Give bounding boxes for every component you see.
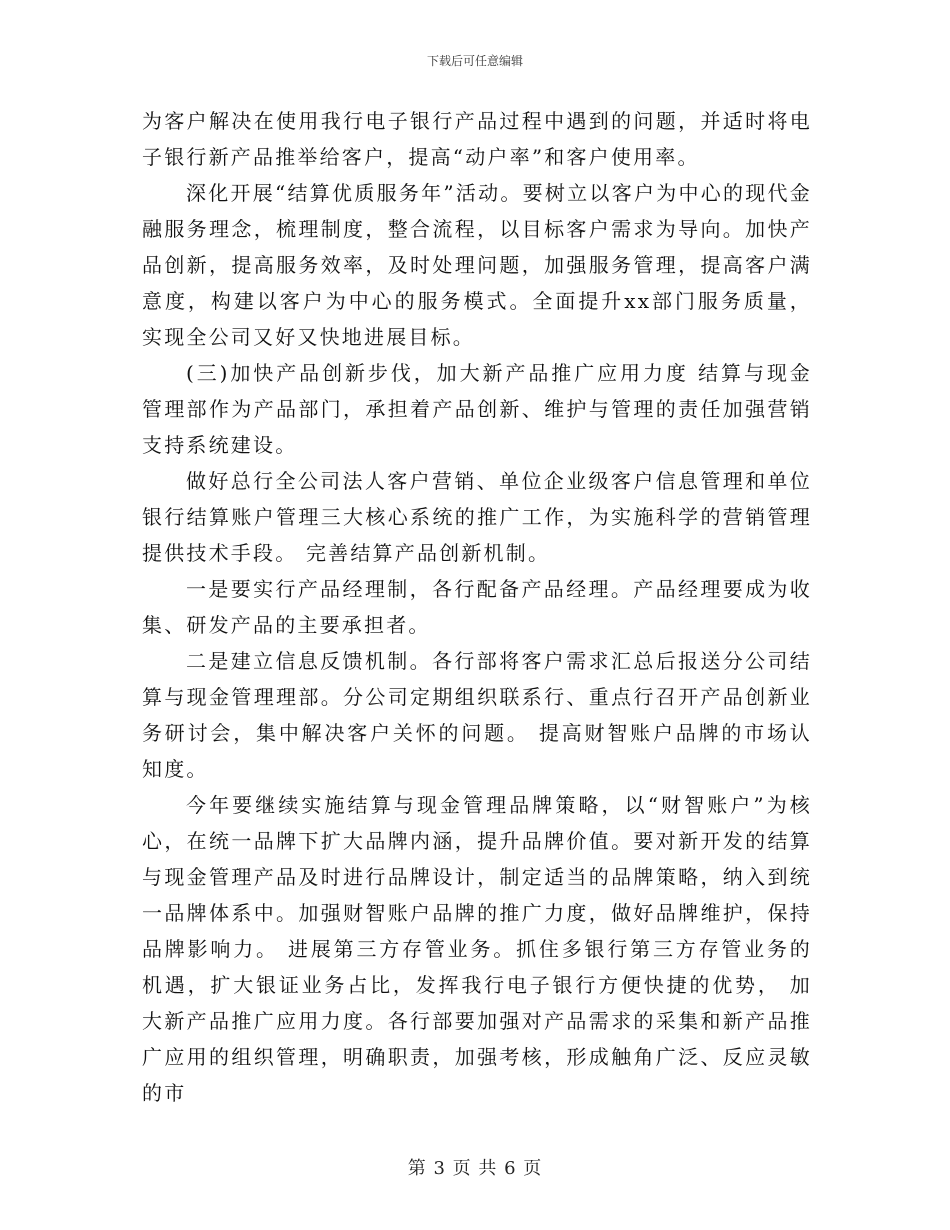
paragraph-5: 一是要实行产品经理制，各行配备产品经理。产品经理要成为收集、研发产品的主要承担者。 xyxy=(142,577,812,637)
paragraph-7: 今年要继续实施结算与现金管理品牌策略，以“财智账户”为核心，在统一品牌下扩大品牌内涵，提升品牌价值。要对新开发的结算与现金管理产品及时进行品牌设计，制定适当的品牌策略，纳入到统一品牌体系中。加强财智账户品牌的推广力度，做好品牌维护，保持品牌影响力。 进展第三方存管业务。抓住多银行第三方存管业务的机遇，扩大银证业务占比，发挥我行电子银行方便快捷的优势， 加大新产品推广应用力度。各行部要加强对产品需求的采集和新产品推广应用的组织管理，明确职责，加强考核，形成触角广泛、反应灵敏的市 xyxy=(142,793,812,1105)
paragraph-3: (三)加快产品创新步伐，加大新产品推广应用力度 结算与现金管理部作为产品部门，承担着产品创新、维护与管理的责任加强营销支持系统建设。 xyxy=(142,361,812,457)
paragraph-6: 二是建立信息反馈机制。各行部将客户需求汇总后报送分公司结算与现金管理理部。分公司定期组织联系行、重点行召开产品创新业务研讨会，集中解决客户关怀的问题。 提高财智账户品牌的市场认知度。 xyxy=(142,649,812,781)
page-header: 下载后可任意编辑 xyxy=(426,54,523,68)
paragraph-2: 深化开展“结算优质服务年”活动。要树立以客户为中心的现代金融服务理念，梳理制度，整合流程，以目标客户需求为导向。加快产品创新，提高服务效率，及时处理问题，加强服务管理，提高客户满意度，构建以客户为中心的服务模式。全面提升xx部门服务质量，实现全公司又好又快地进展目标。 xyxy=(142,181,812,349)
document-body xyxy=(142,103,812,1111)
page-number: 第 3 页 共 6 页 xyxy=(407,1158,543,1179)
paragraph-1: 为客户解决在使用我行电子银行产品过程中遇到的问题，并适时将电子银行新产品推举给客户，提高“动户率”和客户使用率。 xyxy=(142,109,812,169)
paragraph-4: 做好总行全公司法人客户营销、单位企业级客户信息管理和单位银行结算账户管理三大核心系统的推广工作，为实施科学的营销管理提供技术手段。 完善结算产品创新机制。 xyxy=(142,469,812,565)
